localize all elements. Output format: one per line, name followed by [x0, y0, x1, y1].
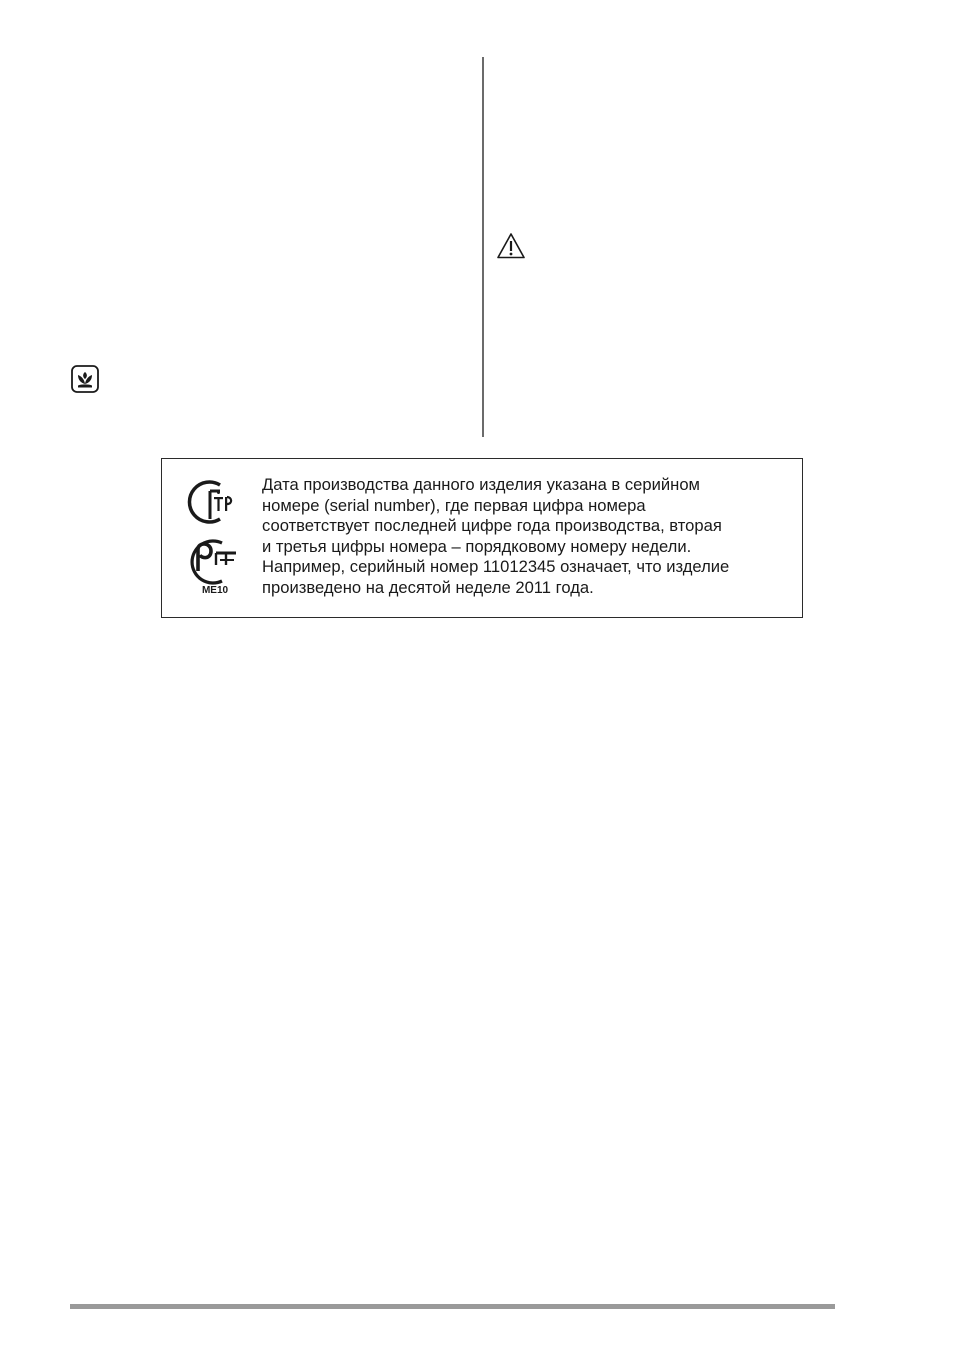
production-date-notice: [161, 458, 803, 618]
notice-line: соответствует последней цифре года производства, вторая: [262, 516, 722, 536]
footer-rule: [70, 1304, 835, 1309]
notice-line: номере (serial number), где первая цифра номера: [262, 495, 646, 515]
notice-line: произведено на десятой неделе 2011 года.: [262, 577, 594, 597]
notice-line: Дата производства данного изделия указана в серийном: [262, 475, 700, 494]
notice-line: Например, серийный номер 11012345 означает, что изделие: [262, 557, 730, 577]
certification-mark-code: ME10: [201, 585, 229, 596]
environment-flower-icon: [71, 365, 99, 393]
notice-text: [262, 475, 792, 599]
warning-triangle-icon: [496, 232, 526, 260]
column-divider: [482, 57, 484, 437]
notice-line: и третья цифры номера – порядковому номеру недели.: [262, 536, 692, 556]
